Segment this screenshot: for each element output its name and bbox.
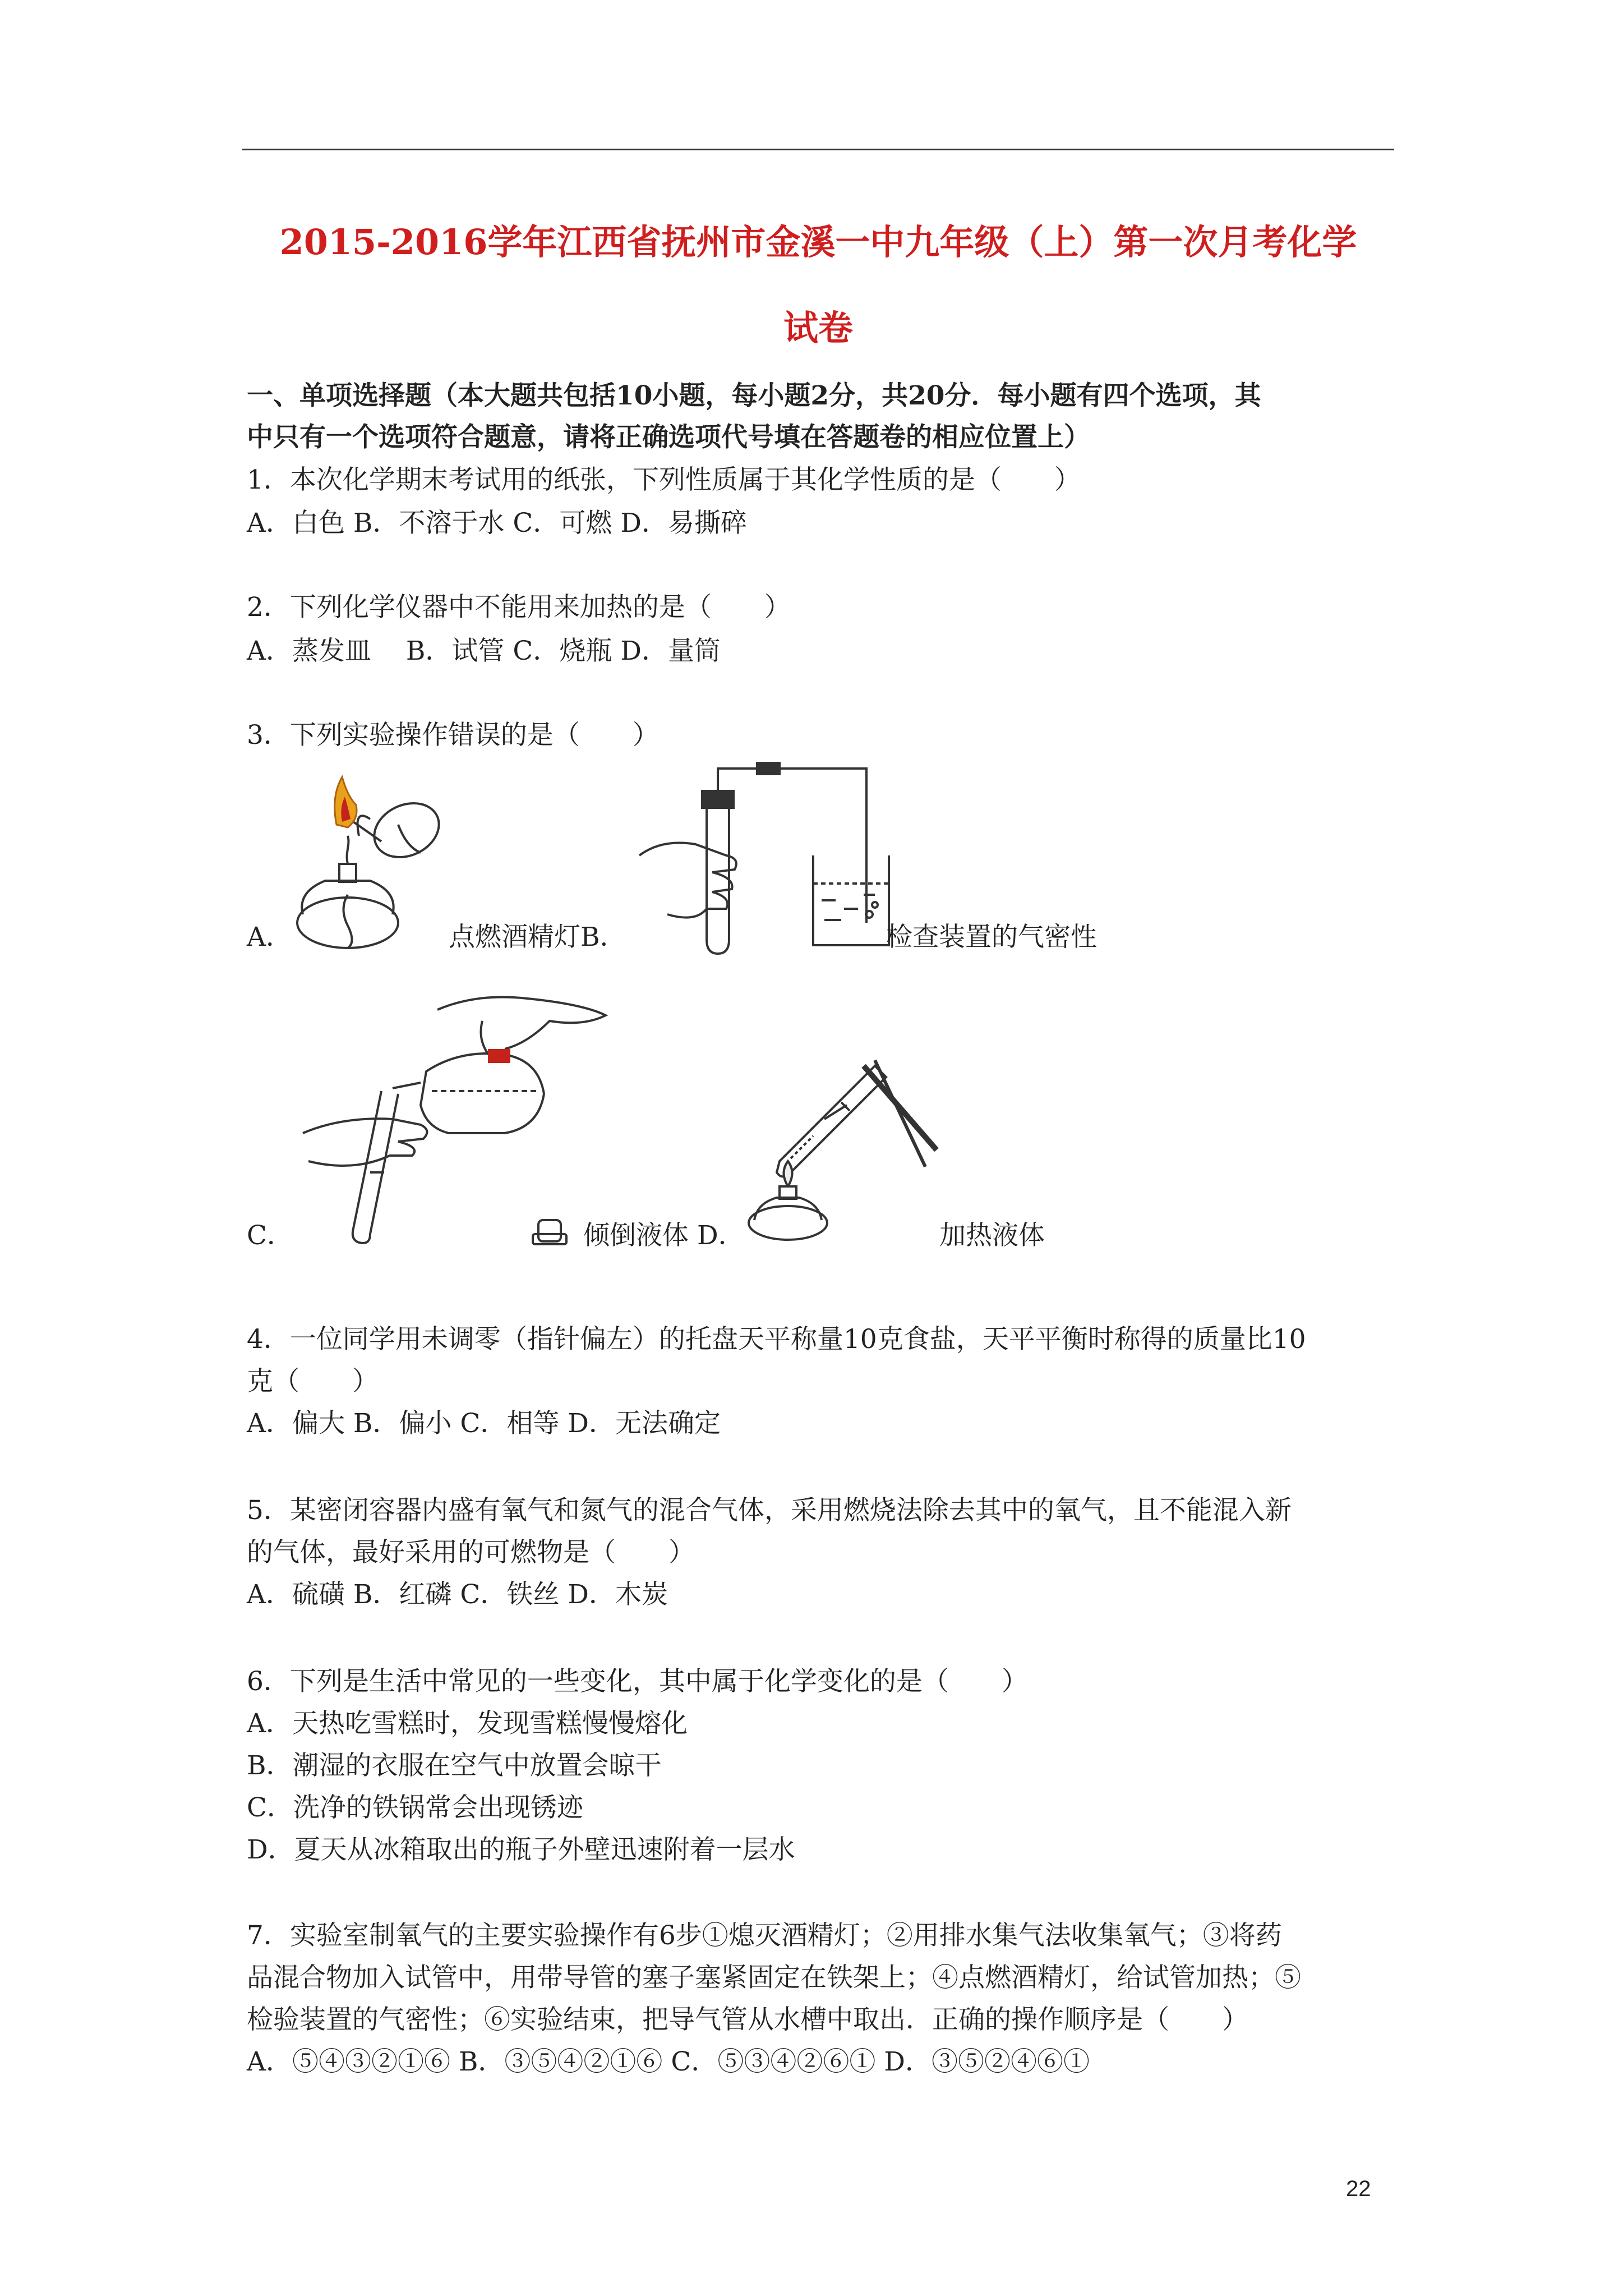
page-title: 2015-2016学年江西省抚州市金溪一中九年级（上）第一次月考化学 (279, 222, 1357, 263)
section-heading: 一、单项选择题（本大题共包括10小题，每小题2分，共20分．每小题有四个选项，其 (247, 380, 1261, 411)
question-6-option-b: B．潮湿的衣服在空气中放置会晾干 (247, 1750, 662, 1781)
header-rule (242, 149, 1394, 150)
section-heading-cont: 中只有一个选项符合题意，请将正确选项代号填在答题卷的相应位置上） (247, 422, 1090, 453)
question-1-stem: 1．本次化学期末考试用的纸张，下列性质属于其化学性质的是（ ） (247, 464, 1081, 495)
question-7-stem-cont2: 检验装置的气密性；⑥实验结束，把导气管从水槽中取出．正确的操作顺序是（ ） (247, 2004, 1248, 2035)
question-1-options: A．白色 B．不溶于水 C．可燃 D．易撕碎 (247, 508, 747, 539)
figure-d-heating-liquid (735, 1055, 942, 1245)
question-2-options: A．蒸发皿 B．试管 C．烧瓶 D．量筒 (247, 636, 721, 666)
question-6-option-c: C．洗净的铁锅常会出现锈迹 (247, 1792, 583, 1823)
question-5-options: A．硫磺 B．红磷 C．铁丝 D．木炭 (247, 1579, 668, 1610)
question-4-options: A．偏大 B．偏小 C．相等 D．无法确定 (247, 1408, 721, 1439)
question-3-caption-b: 检查装置的气密性 (886, 922, 1097, 953)
question-6-option-a: A．天热吃雪糕时，发现雪糕慢慢熔化 (247, 1708, 688, 1739)
question-3-label-a: A． (247, 922, 292, 953)
question-3-caption-d: 加热液体 (939, 1220, 1045, 1251)
question-4-stem-cont: 克（ ） (247, 1366, 379, 1397)
figure-c-pouring-liquid (292, 987, 639, 1251)
question-7-options: A．⑤④③②①⑥ B．③⑤④②①⑥ C．⑤③④②⑥① D．③⑤②④⑥① (247, 2046, 1090, 2077)
question-4-stem: 4．一位同学用未调零（指针偏左）的托盘天平称量10克食盐，天平平衡时称得的质量比10 (247, 1324, 1306, 1355)
question-5-stem: 5．某密闭容器内盛有氧气和氮气的混合气体，采用燃烧法除去其中的氧气，且不能混入新 (247, 1495, 1292, 1526)
question-5-stem-cont: 的气体，最好采用的可燃物是（ ） (247, 1537, 695, 1568)
page-number: 22 (1346, 2177, 1371, 2201)
question-3-caption-a: 点燃酒精灯B． (449, 922, 626, 953)
question-6-option-d: D．夏天从冰箱取出的瓶子外壁迅速附着一层水 (247, 1834, 795, 1865)
figure-b-airtightness-check (628, 760, 897, 959)
page-title-line2: 试卷 (783, 307, 853, 348)
question-7-stem: 7．实验室制氧气的主要实验操作有6步①熄灭酒精灯；②用排水集气法收集氧气；③将药 (247, 1920, 1282, 1951)
question-3-stem: 3．下列实验操作错误的是（ ） (247, 720, 659, 751)
question-7-stem-cont1: 品混合物加入试管中，用带导管的塞子塞紧固定在铁架上；④点燃酒精灯，给试管加热；⑤ (247, 1962, 1301, 1993)
question-3-label-c: C． (247, 1220, 293, 1251)
question-6-stem: 6．下列是生活中常见的一些变化，其中属于化学变化的是（ ） (247, 1666, 1028, 1697)
question-2-stem: 2．下列化学仪器中不能用来加热的是（ ） (247, 592, 791, 623)
question-3-caption-c: 倾倒液体 D． (583, 1220, 745, 1251)
figure-a-lighting-lamp (286, 774, 465, 959)
